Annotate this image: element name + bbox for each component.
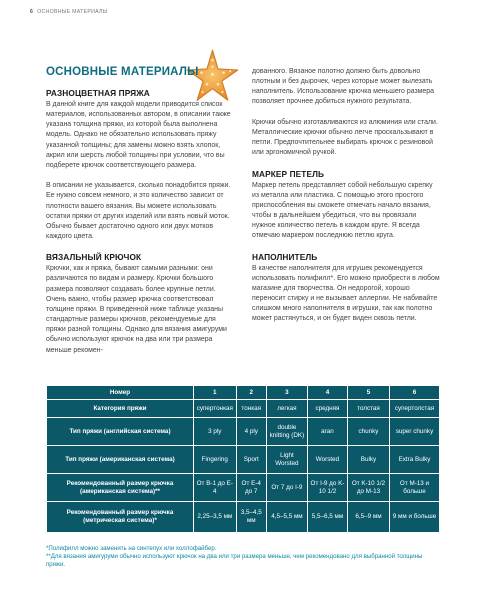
yarn-hook-table <box>46 385 440 533</box>
table-cell: супертолстая <box>390 400 440 418</box>
paragraph-marker: Маркер петель представляет собой небольшую скрепку из металла или пластика. С помощью этого простого приспособления вы сможете отмечать начало вязания, чтобы в дальнейшем убедиться, что вы провязали нужное количество петель в каждом круге. Я всегда отмечаю маркером последнюю петлю круга. <box>252 181 433 240</box>
table-row-header: Рекомендованный размер крючка (американская система)** <box>47 474 194 502</box>
table-cell: double knitting (DK) <box>266 418 307 446</box>
table-row-header: Рекомендованный размер крючка (метрическая система)* <box>47 502 194 533</box>
table-cell: 4,5–5,5 мм <box>266 502 307 533</box>
table-cell: 3 ply <box>194 418 237 446</box>
table-cell: Light Worsted <box>266 446 307 474</box>
table-row-header: Тип пряжи (американская система) <box>47 446 194 474</box>
footnotes <box>46 545 440 570</box>
table-cell: От E-4 до 7 <box>236 474 266 502</box>
table-header-cell: 3 <box>266 386 307 400</box>
table-cell: супертонкая <box>194 400 237 418</box>
table-cell: 5,5–6,5 мм <box>307 502 347 533</box>
table-header-cell: 4 <box>307 386 347 400</box>
table-header-row <box>47 386 440 400</box>
left-column <box>46 88 234 366</box>
table-row-header: Тип пряжи (английская система) <box>47 418 194 446</box>
paragraph-hook-material: Крючки обычно изготавливаются из алюминия или стали. Металлические крючки обычно легче проскальзывают в петли. Предпочтительнее выбирать крючок с резиновой или эргономичной ручкой. <box>252 118 438 157</box>
table-header-cell: 5 <box>347 386 389 400</box>
paragraph-yarn-2: В описании не указывается, сколько понадобится пряжи. Ее нужно совсем немного, и это количество зависит от плотности вашего вязания. Вы можете использовать остатки пряжи от других изделий или взять новый моток. Обычно бывает достаточно одного или двух мотков каждого цвета. <box>46 182 231 241</box>
table-header-cell: 2 <box>236 386 266 400</box>
heading-yarn: РАЗНОЦВЕТНАЯ ПРЯЖА <box>46 88 150 98</box>
table-cell: средняя <box>307 400 347 418</box>
table-cell: легкая <box>266 400 307 418</box>
table-cell: тонкая <box>236 400 266 418</box>
paragraph-filler: В качестве наполнителя для игрушек рекомендуется использовать полифилл*. Его можно приобрести в любом магазине для творчества. Он недорогой, хорошо переносит стирку и не вызывает аллергии. Не набивайте слишком много наполнителя в игрушки, так как полотно может растянуться, и он будет виден сквозь петли. <box>252 264 440 323</box>
table-cell: 3,5–4,5 мм <box>236 502 266 533</box>
running-header <box>30 9 108 15</box>
footnote-2: **Для вязания амигуруми обычно используют крючок на два или три размера меньше, чем рекомендовано для выбранной толщины пряжи. <box>46 553 423 569</box>
table-row <box>47 474 440 502</box>
table-cell: От I-9 до K-10 1/2 <box>307 474 347 502</box>
table-cell: толстая <box>347 400 389 418</box>
table-cell: aran <box>307 418 347 446</box>
table-cell: 6,5–9 мм <box>347 502 389 533</box>
table-row <box>47 502 440 533</box>
table-cell: От M-13 и больше <box>390 474 440 502</box>
table-cell: 2,25–3,5 мм <box>194 502 237 533</box>
table-cell: Bulky <box>347 446 389 474</box>
table-cell: От 7 до I-9 <box>266 474 307 502</box>
table-header-cell: 1 <box>194 386 237 400</box>
right-column <box>252 67 440 335</box>
running-header-section: ОСНОВНЫЕ МАТЕРИАЛЫ <box>37 9 108 15</box>
page-number: 6 <box>30 9 34 15</box>
table-row <box>47 446 440 474</box>
paragraph-yarn-1: В данной книге для каждой модели приводится список материалов, использованных автором, в описании также указана толщина пряжи, из которой была выполнена модель. Однако не обязательно использовать пряжу указанной толщины; для замены можно взять хлопок, акрил или шерсть любой толщины при условии, что вы подберете крючок соответствующего размера. <box>46 101 231 169</box>
paragraph-hook: Крючки, как и пряжа, бывают самыми разными: они различаются по видам и размеру. Крючки большого размера позволяют создавать более крупные петли. Очень важно, чтобы размер крючка соответствовал толщине пряжи. В приведенной ниже таблице указаны стандартные размеры крючков, рекомендуемые для пряжи разной толщины. Однако для вязания амигуруми обычно используют крючок на два или три размера меньше рекомен- <box>46 265 227 354</box>
table-cell: Extra Bulky <box>390 446 440 474</box>
table-cell: От K-10 1/2 до M-13 <box>347 474 389 502</box>
paragraph-hook-continued: дованного. Вязаное полотно должно быть довольно плотным и без дырочек, через которые может вылезать наполнитель. Использование крючка меньшего размера позволяет прочнее добиться нужного результата. <box>252 68 435 106</box>
table-cell: Sport <box>236 446 266 474</box>
table-row <box>47 400 440 418</box>
table-cell: chunky <box>347 418 389 446</box>
table-cell: 9 мм и больше <box>390 502 440 533</box>
heading-filler: НАПОЛНИТЕЛЬ <box>252 251 318 262</box>
table-cell: От B-1 до E-4 <box>194 474 237 502</box>
footnote-1: *Полифилл можно заменить на синтепух или холлофайбер. <box>46 545 217 552</box>
table-row-header: Категория пряжи <box>47 400 194 418</box>
table-cell: super chunky <box>390 418 440 446</box>
heading-hook: ВЯЗАЛЬНЫЙ КРЮЧОК <box>46 252 142 263</box>
table-header-cell: Номер <box>47 386 194 400</box>
table-cell: Worsted <box>307 446 347 474</box>
table-cell: 4 ply <box>236 418 266 446</box>
heading-marker: МАРКЕР ПЕТЕЛЬ <box>252 168 325 179</box>
table-cell: Fingering <box>194 446 237 474</box>
page-title: ОСНОВНЫЕ МАТЕРИАЛЫ <box>46 66 199 78</box>
table-row <box>47 418 440 446</box>
table-header-cell: 6 <box>390 386 440 400</box>
